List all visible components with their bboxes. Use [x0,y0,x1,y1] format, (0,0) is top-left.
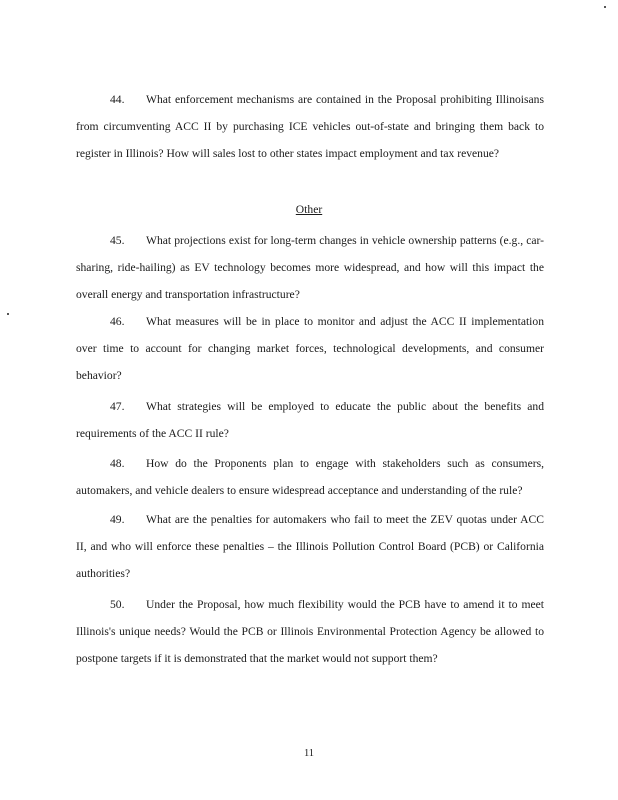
paragraph-46 [76,308,544,389]
paragraph-48 [76,450,544,504]
paragraph-number: 49. [110,513,125,526]
paragraph-47 [76,393,544,447]
paragraph-45 [76,227,544,308]
paragraph-text: What enforcement mechanisms are contained in the Proposal prohibiting Illinoisans from circumventing ACC II by purchasing ICE vehicles out-of-state and bringing them back to register in Illinois? How will sales lost to other states impact employment and tax revenue? [76,93,544,160]
paragraph-number: 48. [110,457,125,470]
page-number: 11 [303,748,315,759]
paragraph-49 [76,506,544,587]
paragraph-50 [76,591,544,672]
paragraph-text: How do the Proponents plan to engage with stakeholders such as consumers, automakers, and vehicle dealers to ensure widespread acceptance and understanding of the rule? [76,457,544,497]
paragraph-text: What strategies will be employed to educate the public about the benefits and requirements of the ACC II rule? [76,400,544,440]
paragraph-number: 50. [110,598,125,611]
paragraph-text: Under the Proposal, how much flexibility would the PCB have to amend it to meet Illinois's unique needs? Would the PCB or Illinois Environmental Protection Agency be allowed to postpone targets if it is demonstrated that the market would not support them? [76,598,544,665]
paragraph-text: What projections exist for long-term changes in vehicle ownership patterns (e.g., car-sharing, ride-hailing) as EV technology becomes more widespread, and how will this impact the overall energy and transportation infrastructure? [76,234,544,301]
scan-speck [604,6,606,8]
paragraph-44 [76,86,544,167]
paragraph-text: What are the penalties for automakers who fail to meet the ZEV quotas under ACC II, and who will enforce these penalties – the Illinois Pollution Control Board (PCB) or California authorities? [76,513,544,580]
scan-speck [7,313,9,315]
paragraph-number: 46. [110,315,125,328]
paragraph-number: 44. [110,93,125,106]
section-heading: Other [295,203,323,216]
paragraph-number: 47. [110,400,125,413]
paragraph-text: What measures will be in place to monitor and adjust the ACC II implementation over time to account for changing market forces, technological developments, and consumer behavior? [76,315,544,382]
paragraph-number: 45. [110,234,125,247]
